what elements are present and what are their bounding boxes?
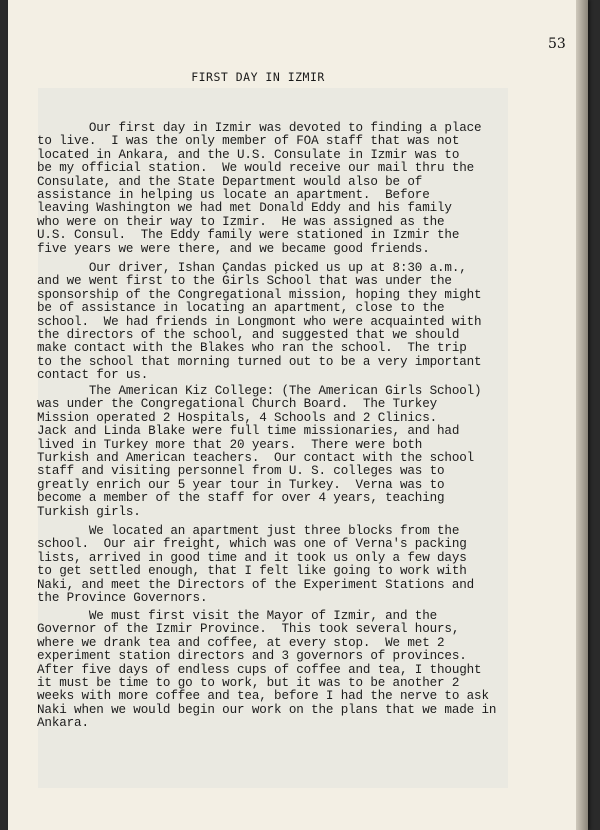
paragraph-finding-a-place: Our first day in Izmir was devoted to finding a place to live. I was the only member of FOA staff that was not located in Ankara, and the U.S. Consulate in Izmir was to be my official station. We would receive our mail thru the Consulate, and the State Department would also be of assistance in helping us locate an apartment. Before leaving Washington we had met Donald Eddy and his family who were on their way to Izmir. He was assigned as the U.S. Consul. The Eddy family were stationed in Izmir the five years we were there, and we became good friends. [37, 121, 482, 256]
page-edge [576, 0, 588, 830]
document-page [8, 0, 588, 830]
paragraph-american-kiz-college: The American Kiz College: (The American Girls School) was under the Congregational Church Board. The Turkey Mission operated 2 Hospitals, 4 Schools and 2 Clinics. Jack and Linda Blake were full time missionaries, and had lived in Turkey more that 20 years. There were both Turkish and American teachers. Our contact with the school staff and visiting personnel from U. S. colleges was to greatly enrich our 5 year tour in Turkey. Verna was to become a member of the staff for over 4 years, teaching Turkish girls. [37, 384, 482, 519]
paragraph-mayor-visit: We must first visit the Mayor of Izmir, and the Governor of the Izmir Province. This took several hours, where we drank tea and coffee, at every stop. We met 2 experiment station directors and 3 governors of provinces. After five days of endless cups of coffee and tea, I thought it must be time to go to work, but it was to be another 2 weeks with more coffee and tea, before I had the nerve to ask Naki when we would begin our work on the plans that we made in Ankara. [37, 609, 497, 731]
paragraph-driver: Our driver, Ishan Çandas picked us up at 8:30 a.m., and we went first to the Girls School that was under the sponsorship of the Congregational mission, hoping they might be of assistance in locating an apartment, close to the school. We had friends in Longmont who were acquainted with the directors of the school, and suggested that we should make contact with the Blakes who ran the school. The trip to the school that morning turned out to be a very important contact for us. [37, 261, 482, 383]
page-number: 53 [548, 36, 566, 52]
page-title: FIRST DAY IN IZMIR [191, 70, 325, 84]
paragraph-apartment: We located an apartment just three blocks from the school. Our air freight, which was one of Verna's packing lists, arrived in good time and it took us only a few days to get settled enough, that I felt like going to work with Naki, and meet the Directors of the Experiment Stations and the Province Governors. [37, 524, 475, 606]
